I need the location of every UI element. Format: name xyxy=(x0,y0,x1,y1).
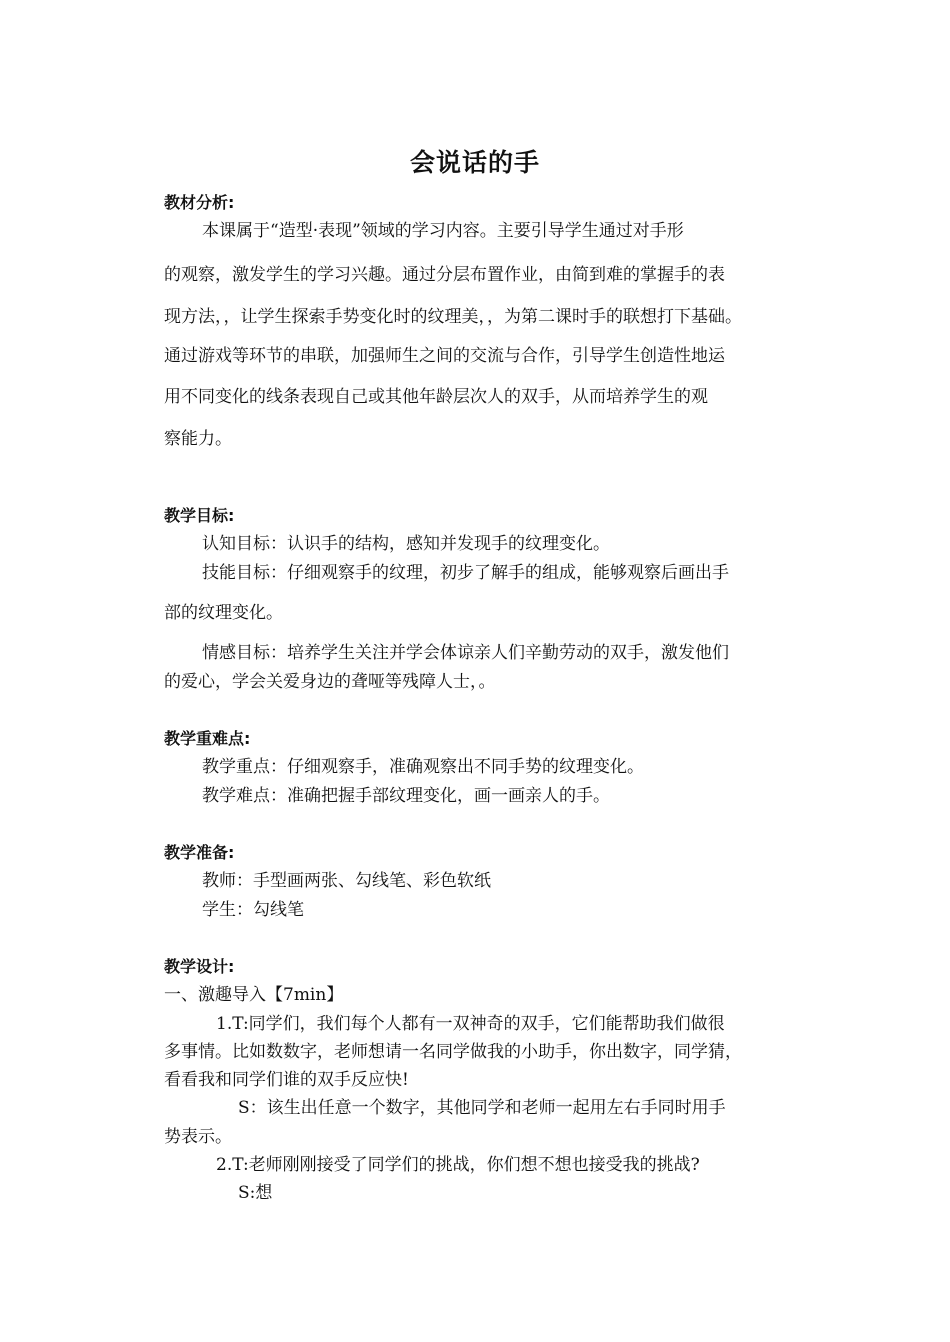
analysis-line: 现方法，，让学生探索手势变化时的纹理美，，为第二课时手的联想打下基础。 xyxy=(164,307,742,327)
analysis-line: 察能力。 xyxy=(164,429,232,449)
goal-cognitive: 认知目标：认识手的结构，感知并发现手的纹理变化。 xyxy=(202,534,610,554)
document-title: 会说话的手 xyxy=(409,148,540,177)
section-heading-preparation: 教学准备: xyxy=(164,843,235,862)
goal-skill: 技能目标：仔细观察手的纹理，初步了解手的组成，能够观察后画出手 xyxy=(202,563,729,583)
design-step: 2.T:老师刚刚接受了同学们的挑战，你们想不想也接受我的挑战? xyxy=(216,1155,700,1175)
prep-student: 学生：勾线笔 xyxy=(202,900,304,920)
design-student-response-cont: 势表示。 xyxy=(164,1127,232,1147)
section-heading-goals: 教学目标: xyxy=(164,506,235,525)
analysis-line: 通过游戏等环节的串联，加强师生之间的交流与合作，引导学生创造性地运 xyxy=(164,346,725,366)
analysis-line: 用不同变化的线条表现自己或其他年龄层次人的双手，从而培养学生的观 xyxy=(164,387,708,407)
analysis-line: 的观察，激发学生的学习兴趣。通过分层布置作业，由简到难的掌握手的表 xyxy=(164,265,725,285)
section-heading-key-points: 教学重难点: xyxy=(164,729,251,748)
design-student-response: S:想 xyxy=(238,1183,273,1203)
section-heading-design: 教学设计: xyxy=(164,957,235,976)
design-step: 1.T:同学们，我们每个人都有一双神奇的双手，它们能帮助我们做很 xyxy=(216,1014,725,1034)
design-step-cont: 多事情。比如数数字，老师想请一名同学做我的小助手，你出数字，同学猜， xyxy=(164,1042,742,1062)
section-heading-analysis: 教材分析: xyxy=(164,193,235,212)
analysis-line: 本课属于“造型·表现”领域的学习内容。主要引导学生通过对手形 xyxy=(202,221,684,241)
goal-emotion-cont: 的爱心，学会关爱身边的聋哑等残障人士，。 xyxy=(164,672,496,692)
prep-teacher: 教师：手型画两张、勾线笔、彩色软纸 xyxy=(202,871,491,891)
design-part-title: 一、激趣导入【7min】 xyxy=(164,985,344,1005)
difficult-point: 教学难点：准确把握手部纹理变化，画一画亲人的手。 xyxy=(202,786,610,806)
design-step-cont: 看看我和同学们谁的双手反应快! xyxy=(164,1070,409,1090)
goal-emotion: 情感目标：培养学生关注并学会体谅亲人们辛勤劳动的双手，激发他们 xyxy=(202,643,729,663)
key-point: 教学重点：仔细观察手，准确观察出不同手势的纹理变化。 xyxy=(202,757,644,777)
design-student-response: S：该生出任意一个数字，其他同学和老师一起用左右手同时用手 xyxy=(238,1098,726,1118)
goal-skill-cont: 部的纹理变化。 xyxy=(164,603,283,623)
